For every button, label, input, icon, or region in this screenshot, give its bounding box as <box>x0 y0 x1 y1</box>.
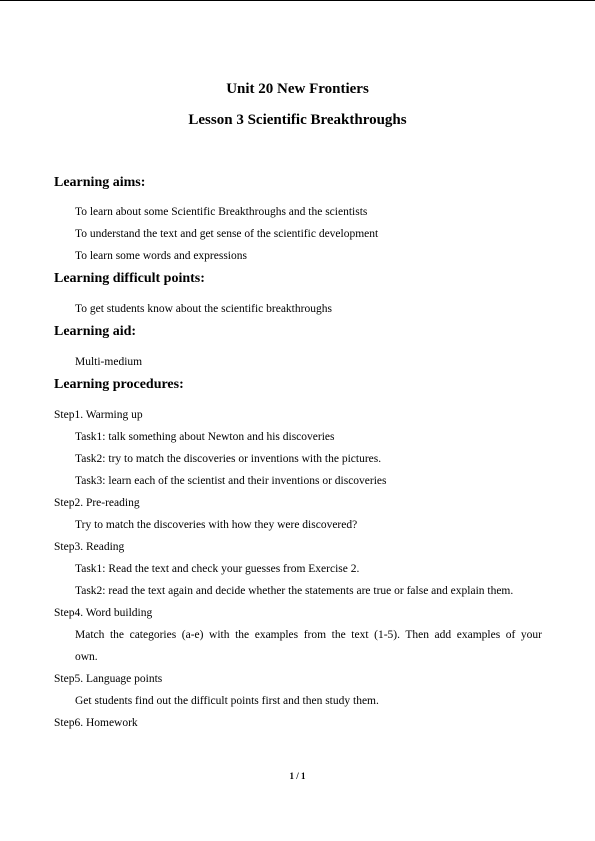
step1-task: Task3: learn each of the scientist and their inventions or discoveries <box>75 475 387 487</box>
procedures-heading: Learning procedures: <box>54 377 184 392</box>
step3-task: Task2: read the text again and decide whether the statements are true or false and explain them. <box>75 585 514 597</box>
step1-label: Step1. Warming up <box>54 409 143 421</box>
learning-aid-item: Multi-medium <box>75 356 143 368</box>
aims-heading: Learning aims: <box>54 175 146 190</box>
aim-item: To learn about some Scientific Breakthroughs and the scientists <box>75 206 368 218</box>
step3-label: Step3. Reading <box>54 541 125 553</box>
page-top-border <box>0 0 595 1</box>
difficult-point-item: To get students know about the scientific breakthroughs <box>75 303 332 315</box>
step5-task: Get students find out the difficult points first and then study them. <box>75 695 379 707</box>
step1-task: Task2: try to match the discoveries or inventions with the pictures. <box>75 453 382 465</box>
page-number: 1 / 1 <box>289 771 306 781</box>
step4-label: Step4. Word building <box>54 607 153 619</box>
step5-label: Step5. Language points <box>54 673 163 685</box>
page-title: Unit 20 New Frontiers <box>226 81 369 97</box>
step4-instruction-line: Match the categories (a-e) with the examples from the text (1-5). Then add examples of your <box>75 629 542 641</box>
step6-label: Step6. Homework <box>54 717 138 729</box>
step2-task: Try to match the discoveries with how they were discovered? <box>75 519 358 531</box>
aim-item: To understand the text and get sense of the scientific development <box>75 228 379 240</box>
step2-label: Step2. Pre-reading <box>54 497 140 509</box>
step3-task: Task1: Read the text and check your guesses from Exercise 2. <box>75 563 360 575</box>
aim-item: To learn some words and expressions <box>75 250 247 262</box>
page-subtitle: Lesson 3 Scientific Breakthroughs <box>188 112 407 128</box>
step1-task: Task1: talk something about Newton and his discoveries <box>75 431 335 443</box>
step4-instruction-line: own. <box>75 651 98 663</box>
learning-aid-heading: Learning aid: <box>54 324 137 339</box>
difficult-points-heading: Learning difficult points: <box>54 271 205 286</box>
